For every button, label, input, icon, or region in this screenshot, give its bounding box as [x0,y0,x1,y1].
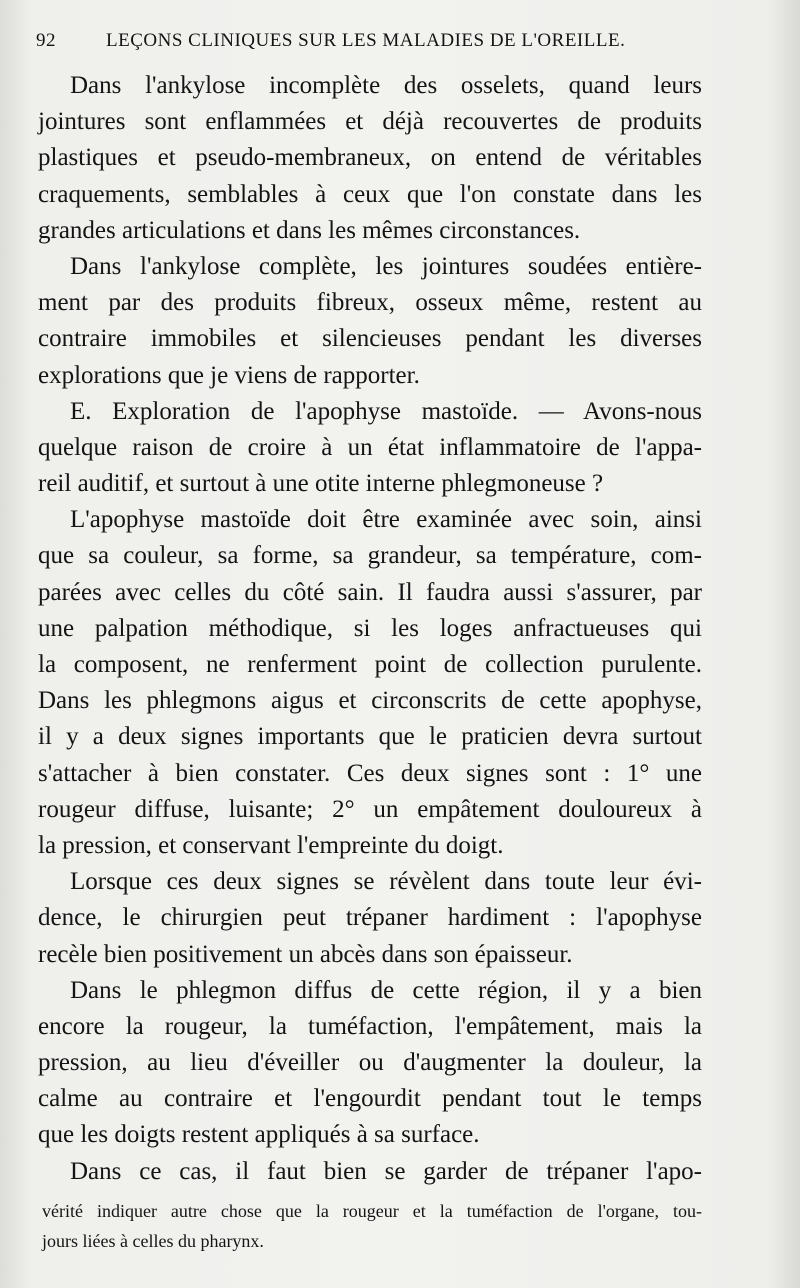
text-line: la composent, ne renferment point de collection purulente. [38,651,702,678]
footnote-line: vérité indiquer autre chose que la rougeur et la tuméfaction de l'organe, tou- [42,1201,702,1221]
text-line: ment par des produits fibreux, osseux même, restent au [38,289,702,317]
text-line: plastiques et pseudo-membraneux, on entend de véritables [38,144,702,172]
text-line: Dans les phlegmons aigus et circonscrits de cette apophyse, [38,687,702,715]
text-line: pression, au lieu d'éveiller ou d'augmenter la douleur, la [38,1049,702,1077]
text-line: que sa couleur, sa forme, sa grandeur, sa température, com- [38,542,702,570]
text-line: calme au contraire et l'engourdit pendant tout le temps [38,1085,702,1113]
text-line: explorations que je viens de rapporter. [38,361,420,389]
text-line: Lorsque ces deux signes se révèlent dans toute leur évi- [70,868,702,896]
text-line: recèle bien positivement un abcès dans son épaisseur. [38,940,573,968]
page-number: 92 [36,30,56,51]
text-line: la pression, et conservant l'empreinte du doigt. [38,831,504,859]
text-line: que les doigts restent appliqués à sa surface. [38,1121,480,1149]
text-line: jointures sont enflammées et déjà recouvertes de produits [38,108,702,136]
text-line: quelque raison de croire à un état inflammatoire de l'appa- [38,433,702,461]
text-line: Dans l'ankylose incomplète des osselets, quand leurs [70,72,702,99]
text-line: dence, le chirurgien peut trépaner hardiment : l'apophyse [38,904,702,932]
text-line: Dans ce cas, il faut bien se garder de trépaner l'apo- [70,1157,702,1185]
text-line: reil auditif, et surtout à une otite interne phlegmoneuse ? [38,470,604,498]
text-line: E. Exploration de l'apophyse mastoïde. — Avons-nous [70,397,702,425]
text-line: parées avec celles du côté sain. Il faudra aussi s'assurer, par [38,578,702,606]
running-header [36,30,736,52]
text-line: Dans le phlegmon diffus de cette région, il y a bien [70,976,702,1004]
text-line: s'attacher à bien constater. Ces deux signes sont : 1° une [38,759,702,787]
text-line: Dans l'ankylose complète, les jointures soudées entière- [70,252,702,280]
text-line: il y a deux signes importants que le praticien devra surtout [38,723,702,751]
text-line: grandes articulations et dans les mêmes circonstances. [38,216,581,244]
text-line: une palpation méthodique, si les loges anfractueuses qui [38,614,702,642]
footnote-line: jours liées à celles du pharynx. [42,1231,264,1251]
body-text [38,68,702,1190]
text-line: encore la rougeur, la tuméfaction, l'empâtement, mais la [38,1012,702,1040]
footnote [42,1196,702,1256]
text-line: craquements, semblables à ceux que l'on constate dans les [38,180,702,208]
text-line: rougeur diffuse, luisante; 2° un empâtement douloureux à [38,795,702,823]
running-title: LEÇONS CLINIQUES SUR LES MALADIES DE L'OREILLE. [106,30,626,51]
text-line: contraire immobiles et silencieuses pendant les diverses [38,325,702,353]
text-line: L'apophyse mastoïde doit être examinée avec soin, ainsi [70,506,702,534]
